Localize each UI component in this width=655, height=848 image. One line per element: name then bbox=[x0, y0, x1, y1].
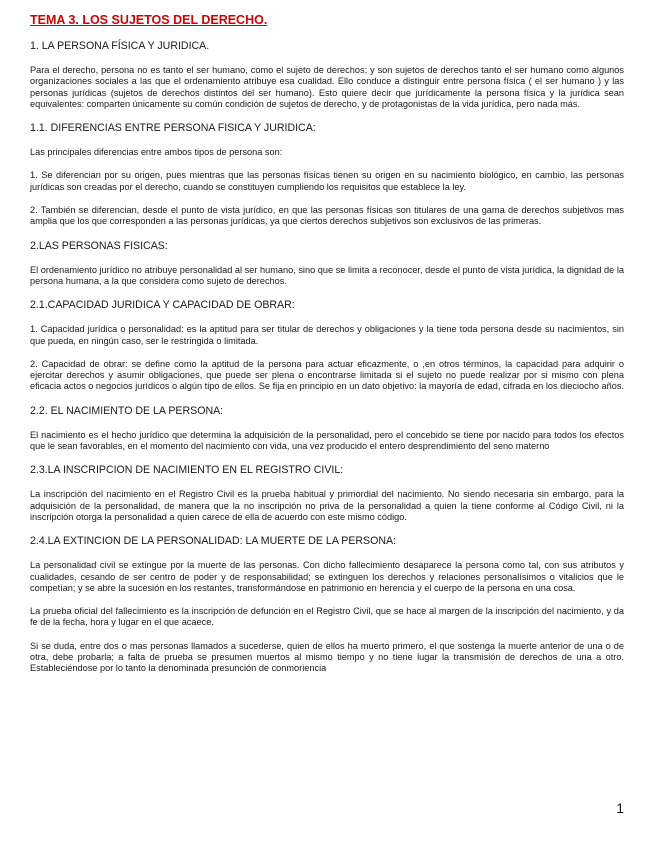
paragraph: El ordenamiento jurídico no atribuye personalidad al ser humano, sino que se limita a reconocer, desde el punto de vista jurídica, la dignidad de la persona humana, a la que considera como sujeto de derechos. bbox=[30, 264, 624, 286]
paragraph: Las principales diferencias entre ambos tipos de persona son: bbox=[30, 147, 283, 158]
page-number: 1 bbox=[616, 800, 624, 816]
section-heading: 2.LAS PERSONAS FISICAS: bbox=[30, 239, 168, 252]
paragraph: 2. Capacidad de obrar: se define como la aptitud de la persona para actuar eficazmente, o ,en otros términos, la capacidad para adquirir o ejercitar derechos y asumir obligaciones, que puede ser plena o encontrarse limitada si el sujeto no puede realizar por si mismo con plena eficacia actos o negocios jurídicos o algún tipo de ellos. Se fija en principio en un dato objetivo: la mayoría de edad, cifrada en los dieciocho años. bbox=[30, 358, 624, 392]
paragraph: La personalidad civil se extingue por la muerte de las personas. Con dicho fallecimiento desaparece la persona como tal, con sus atributos y cualidades, cesando de ser centro de poder y de responsabilidad; se extinguen los derechos y relaciones personalísimos o vitalicios que le competían; y se abre la sucesión en los restantes, transformándose en patrimonio en herencia y el cuerpo de la persona en una cosa. bbox=[30, 560, 624, 593]
document-title: TEMA 3. LOS SUJETOS DEL DERECHO. bbox=[30, 13, 268, 27]
paragraph: La inscripción del nacimiento en el Registro Civil es la prueba habitual y primordial del nacimiento. No siendo necesaria sin embargo, para la adquisición de la personalidad, de manera que la no inscripción no priva de la personalidad a quien la tiene conforme al Código Civil, ni la inscripción otorga la personalidad a quien carece de ella de acuerdo con este mismo código. bbox=[30, 489, 624, 522]
paragraph: 1. Se diferencian por su origen, pues mientras que las personas físicas tienen su origen en su nacimiento biológico, en cambio, las personas jurídicas son creadas por el derecho, cuando se constituyen cumpliendo los requisitos que establece la ley. bbox=[30, 170, 624, 192]
section-heading: 1.1. DIFERENCIAS ENTRE PERSONA FISICA Y JURIDICA: bbox=[30, 122, 316, 135]
paragraph: 1. Capacidad jurídica o personalidad: es la aptitud para ser titular de derechos y obligaciones y la tiene toda persona desde su nacimientos, sin que pueda, en ningún caso, ser le restringida o limitada. bbox=[30, 324, 624, 346]
paragraph: La prueba oficial del fallecimiento es la inscripción de defunción en el Registro Civil, que se hace al margen de la inscripción del nacimiento, y da fe de la fecha, hora y lugar en el que acaece. bbox=[30, 606, 624, 628]
section-heading: 2.4.LA EXTINCION DE LA PERSONALIDAD: LA MUERTE DE LA PERSONA: bbox=[30, 535, 397, 548]
section-heading: 1. LA PERSONA FÍSICA Y JURIDICA. bbox=[30, 40, 210, 52]
section-heading: 2.1.CAPACIDAD JURIDICA Y CAPACIDAD DE OBRAR: bbox=[30, 299, 295, 312]
paragraph: 2. También se diferencian, desde el punto de vista jurídico, en que las personas físicas son titulares de una gama de derechos subjetivos mas amplia que los que corresponden a las personas jurídicas, ya que ciertos derechos subjetivos son exclusivos de las primeras. bbox=[30, 205, 624, 227]
paragraph: El nacimiento es el hecho jurídico que determina la adquisición de la personalidad, pero el concebido se tiene por nacido para todos los efectos que le sean favorables, en el momento del nacimiento con vida, una vez producido el entero desprendimiento del seno materno bbox=[30, 429, 624, 452]
paragraph: Para el derecho, persona no es tanto el ser humano, como el sujeto de derechos; y son sujetos de derechos tanto el ser humano como algunos organizaciones sociales a las que el ordenamiento atribuye esa cualidad. Ello conduce a distinguir entre persona física ( el ser humano ) y las personas jurídicas (sujetos de derechos distintos del ser humano). Esto quiere decir que jurídicamente la persona física y la jurídica sean equivalentes: comparten únicamente su común condición de sujetos de derecho, y de protagonistas de la vida jurídica, pero nada más. bbox=[30, 65, 624, 109]
section-heading: 2.3.LA INSCRIPCION DE NACIMIENTO EN EL REGISTRO CIVIL: bbox=[30, 464, 344, 477]
section-heading: 2.2. EL NACIMIENTO DE LA PERSONA: bbox=[30, 404, 224, 417]
paragraph: Si se duda, entre dos o mas personas llamados a sucederse, quien de ellos ha muerto primero, el que sostenga la muerte anterior de una o de otra, debe probarla; a falta de prueba se presumen muertos al mismo tiempo y no tiene lugar la transmisión de derechos de una a otro. Estableciéndose por lo tanto la denominada presunción de conmoriencia bbox=[30, 640, 624, 674]
document-content bbox=[30, 13, 624, 687]
